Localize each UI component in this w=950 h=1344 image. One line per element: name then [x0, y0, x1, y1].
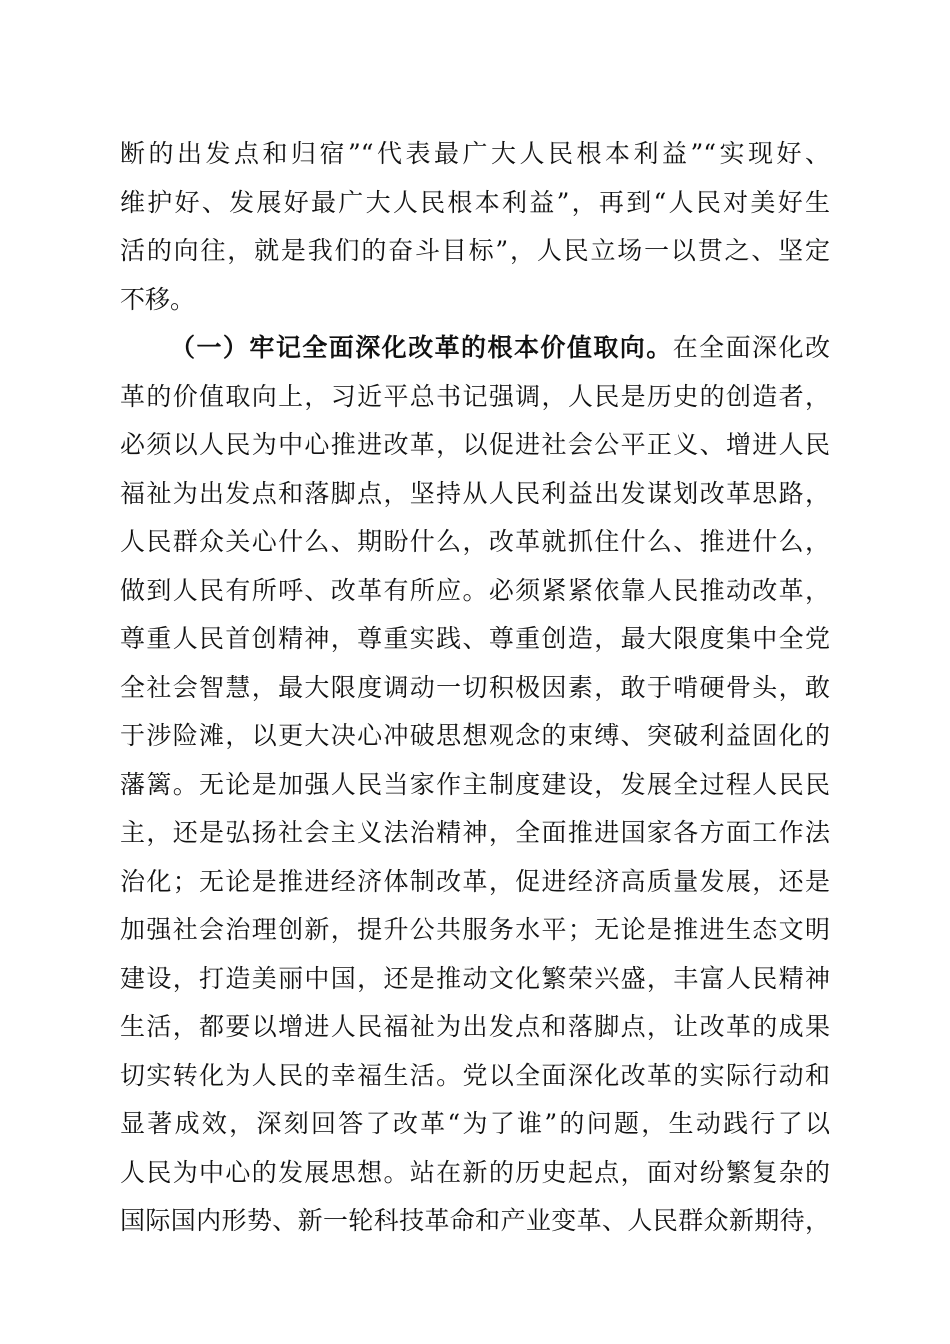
text-line: 加强社会治理创新，提升公共服务水平；无论是推进生态文明 [120, 915, 830, 944]
paragraph-intro [120, 130, 830, 324]
text-line: 全社会智慧，最大限度调动一切积极因素，敢于啃硬骨头，敢 [120, 672, 830, 702]
text-line: 做到人民有所呼、改革有所应。必须紧紧依靠人民推动改革， [120, 575, 830, 605]
text-line: 必须以人民为中心推进改革，以促进社会公平正义、增进人民 [120, 430, 830, 459]
document-body [120, 130, 830, 1246]
text-line: 人民群众关心什么、期盼什么，改革就抓住什么、推进什么， [120, 527, 830, 556]
text-line: 革的价值取向上，习近平总书记强调，人民是历史的创造者， [120, 381, 830, 411]
text-line: 人民为中心的发展思想。站在新的历史起点，面对纷繁复杂的 [120, 1157, 830, 1187]
section-heading-continuation: 在全面深化改 [672, 333, 830, 362]
text-line: 维护好、发展好最广大人民根本利益”，再到“人民对美好生 [120, 187, 830, 217]
paragraph-section-one [120, 324, 830, 1246]
text-line: 主，还是弘扬社会主义法治精神，全面推进国家各方面工作法 [120, 818, 830, 847]
text-line: 建设，打造美丽中国，还是推动文化繁荣兴盛，丰富人民精神 [120, 963, 830, 993]
section-heading: （一）牢记全面深化改革的根本价值取向。 [170, 333, 673, 362]
text-line: 断的出发点和归宿”“代表最广大人民根本利益”“实现好、 [120, 139, 830, 168]
section-heading-line [120, 324, 830, 373]
text-line: 显著成效，深刻回答了改革“为了谁”的问题，生动践行了以 [120, 1109, 830, 1138]
text-line: 国际国内形势、新一轮科技革命和产业变革、人民群众新期待， [120, 1206, 830, 1235]
text-line: 藩篱。无论是加强人民当家作主制度建设，发展全过程人民民 [120, 769, 830, 799]
text-line: 于涉险滩，以更大决心冲破思想观念的束缚、突破利益固化的 [120, 721, 830, 750]
text-line: 生活，都要以增进人民福祉为出发点和落脚点，让改革的成果 [120, 1012, 830, 1041]
text-line: 切实转化为人民的幸福生活。党以全面深化改革的实际行动和 [120, 1060, 830, 1090]
text-line: 治化；无论是推进经济体制改革，促进经济高质量发展，还是 [120, 866, 830, 896]
text-line: 尊重人民首创精神，尊重实践、尊重创造，最大限度集中全党 [120, 624, 830, 653]
text-line: 不移。 [120, 284, 196, 314]
text-line: 福祉为出发点和落脚点，坚持从人民利益出发谋划改革思路， [120, 478, 830, 508]
text-line: 活的向往，就是我们的奋斗目标”，人民立场一以贯之、坚定 [120, 236, 830, 265]
